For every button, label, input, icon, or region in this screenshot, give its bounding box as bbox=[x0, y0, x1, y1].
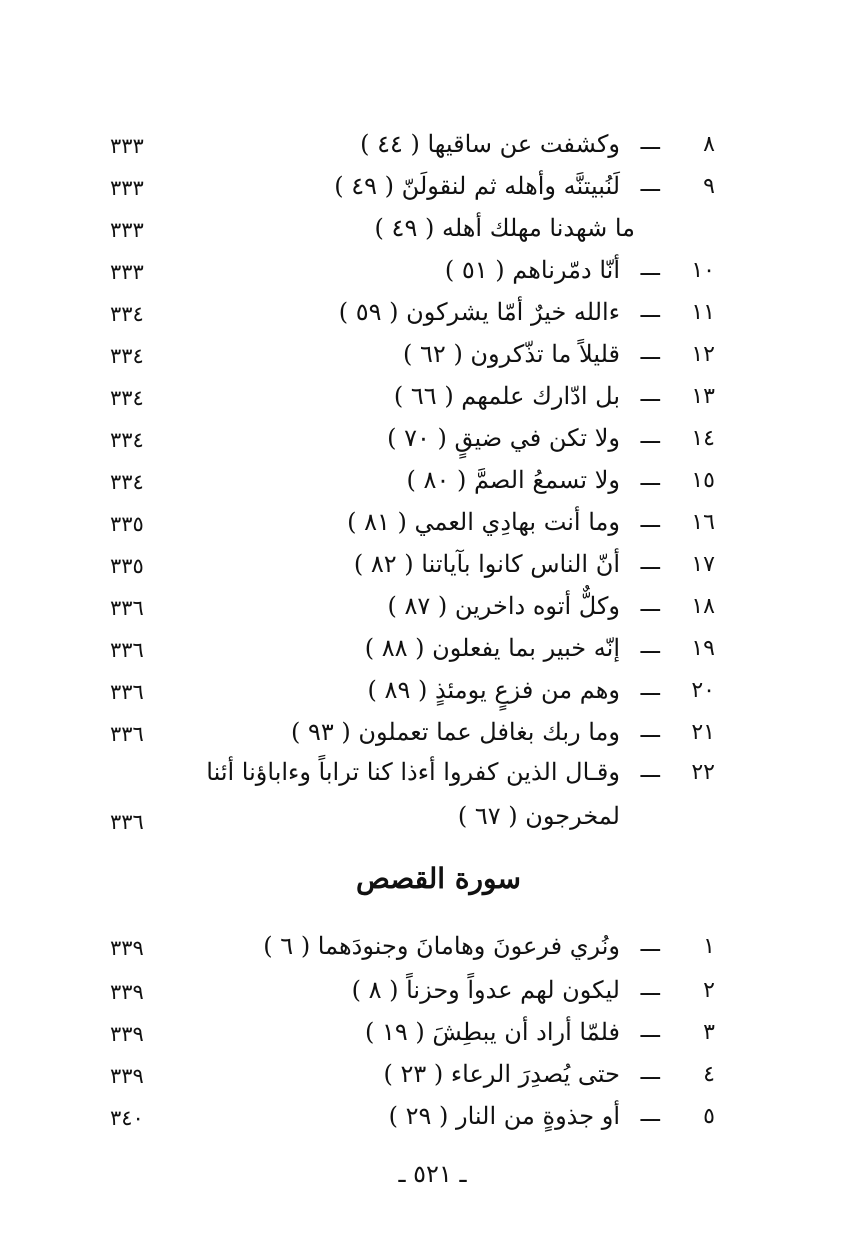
index-entry bbox=[0, 1058, 865, 1098]
page-ref: ٣٣٩ bbox=[110, 1064, 144, 1088]
verse-text: لمخرجون ( ٦٧ ) bbox=[457, 802, 620, 830]
entry-dash: ـــ bbox=[640, 256, 660, 281]
page-ref: ٣٣٤ bbox=[110, 428, 144, 452]
verse-text: أو جذوةٍ من النار ( ٢٩ ) bbox=[388, 1102, 620, 1130]
entry-number: ١٣ bbox=[691, 384, 715, 409]
page-ref: ٣٣٩ bbox=[110, 980, 144, 1004]
surah-title: سورة القصص bbox=[356, 862, 521, 895]
entry-dash: ـــ bbox=[640, 508, 660, 533]
entry-number: ٥ bbox=[703, 1104, 715, 1129]
index-entry bbox=[0, 1016, 865, 1056]
entry-number: ٤ bbox=[703, 1062, 715, 1087]
page-ref: ٣٣٤ bbox=[110, 386, 144, 410]
index-entry bbox=[0, 1100, 865, 1140]
verse-text: وهم من فزعٍ يومئذٍ ( ٨٩ ) bbox=[367, 676, 620, 704]
verse-text: ما شهدنا مهلك أهله ( ٤٩ ) bbox=[374, 214, 635, 242]
entry-number: ١٤ bbox=[691, 426, 715, 451]
index-entry bbox=[0, 974, 865, 1014]
page-ref: ٣٣٥ bbox=[110, 554, 144, 578]
index-entry bbox=[0, 674, 865, 714]
verse-text: وكشفت عن ساقيها ( ٤٤ ) bbox=[360, 130, 620, 158]
page-ref: ٣٣٦ bbox=[110, 722, 144, 746]
page-ref: ٣٣٦ bbox=[110, 810, 144, 834]
index-entry bbox=[0, 716, 865, 756]
index-entry bbox=[0, 506, 865, 546]
page-ref: ٣٤٠ bbox=[110, 1106, 144, 1130]
entry-number: ١١ bbox=[691, 300, 715, 325]
verse-text: وكلٌّ أتوه داخرين ( ٨٧ ) bbox=[387, 592, 620, 620]
page-ref: ٣٣٣ bbox=[110, 134, 144, 158]
index-entry bbox=[0, 632, 865, 672]
entry-dash: ـــ bbox=[640, 676, 660, 701]
entry-number: ٢ bbox=[703, 978, 715, 1003]
entry-number: ٢٠ bbox=[691, 678, 715, 703]
page-ref: ٣٣٤ bbox=[110, 470, 144, 494]
entry-dash: ـــ bbox=[640, 932, 660, 957]
entry-dash: ـــ bbox=[640, 550, 660, 575]
entry-number: ٨ bbox=[703, 132, 715, 157]
entry-number: ١٠ bbox=[691, 258, 715, 283]
page-ref: ٣٣٦ bbox=[110, 680, 144, 704]
verse-text: وما أنت بهادِي العمي ( ٨١ ) bbox=[347, 508, 620, 536]
index-entry bbox=[0, 930, 865, 970]
page-number: ـ ٥٢١ ـ bbox=[398, 1160, 467, 1188]
entry-dash: ـــ bbox=[640, 130, 660, 155]
verse-text: حتى يُصدِرَ الرعاء ( ٢٣ ) bbox=[383, 1060, 620, 1088]
verse-text: ولا تسمعُ الصمَّ ( ٨٠ ) bbox=[406, 466, 620, 494]
index-entry bbox=[0, 254, 865, 294]
entry-number: ٢٢ bbox=[691, 760, 715, 785]
entry-number: ١٥ bbox=[691, 468, 715, 493]
verse-text: وقـال الذين كفروا أءذا كنا تراباً وءاباؤنا أئنا bbox=[206, 758, 620, 786]
index-entry bbox=[0, 464, 865, 504]
entry-number: ١٧ bbox=[691, 552, 715, 577]
verse-text: قليلاً ما تذّكرون ( ٦٢ ) bbox=[403, 340, 620, 368]
entry-number: ٢١ bbox=[691, 720, 715, 745]
index-entry bbox=[0, 548, 865, 588]
index-entry bbox=[0, 212, 865, 252]
verse-text: لَنُبيتنَّه وأهله ثم لنقولَنّ ( ٤٩ ) bbox=[334, 172, 620, 200]
entry-dash: ـــ bbox=[640, 592, 660, 617]
page-ref: ٣٣٦ bbox=[110, 596, 144, 620]
verse-text: ليكون لهم عدواً وحزناً ( ٨ ) bbox=[351, 976, 620, 1004]
entry-dash: ـــ bbox=[640, 634, 660, 659]
entry-dash: ـــ bbox=[640, 382, 660, 407]
page-ref: ٣٣٣ bbox=[110, 260, 144, 284]
page-ref: ٣٣٣ bbox=[110, 176, 144, 200]
verse-text: ءالله خيرٌ أمّا يشركون ( ٥٩ ) bbox=[338, 298, 620, 326]
entry-dash: ـــ bbox=[640, 1018, 660, 1043]
verse-text: إنّه خبير بما يفعلون ( ٨٨ ) bbox=[364, 634, 620, 662]
verse-text: فلمّا أراد أن يبطِشَ ( ١٩ ) bbox=[364, 1018, 620, 1046]
page-ref: ٣٣٤ bbox=[110, 302, 144, 326]
entry-number: ١٨ bbox=[691, 594, 715, 619]
entry-number: ٩ bbox=[703, 174, 715, 199]
entry-dash: ـــ bbox=[640, 976, 660, 1001]
entry-dash: ـــ bbox=[640, 758, 660, 783]
entry-dash: ـــ bbox=[640, 424, 660, 449]
index-entry bbox=[0, 800, 865, 840]
page-ref: ٣٣٣ bbox=[110, 218, 144, 242]
entry-dash: ـــ bbox=[640, 466, 660, 491]
entry-dash: ـــ bbox=[640, 340, 660, 365]
index-entry bbox=[0, 128, 865, 168]
index-entry bbox=[0, 338, 865, 378]
index-entry bbox=[0, 756, 865, 796]
entry-dash: ـــ bbox=[640, 172, 660, 197]
verse-text: ونُري فرعونَ وهامانَ وجنودَهما ( ٦ ) bbox=[263, 932, 620, 960]
entry-dash: ـــ bbox=[640, 1060, 660, 1085]
verse-text: بل ادّارك علمهم ( ٦٦ ) bbox=[393, 382, 620, 410]
index-entry bbox=[0, 422, 865, 462]
index-entry bbox=[0, 170, 865, 210]
entry-number: ٣ bbox=[703, 1020, 715, 1045]
verse-text: أنّا دمّرناهم ( ٥١ ) bbox=[444, 256, 620, 284]
index-entry bbox=[0, 380, 865, 420]
entry-dash: ـــ bbox=[640, 718, 660, 743]
entry-dash: ـــ bbox=[640, 298, 660, 323]
index-entry bbox=[0, 296, 865, 336]
entry-number: ١٩ bbox=[691, 636, 715, 661]
surah-heading bbox=[0, 862, 865, 895]
page-ref: ٣٣٩ bbox=[110, 936, 144, 960]
verse-text: ولا تكن في ضيقٍ ( ٧٠ ) bbox=[387, 424, 620, 452]
page-ref: ٣٣٦ bbox=[110, 638, 144, 662]
index-entry bbox=[0, 590, 865, 630]
entry-number: ١٦ bbox=[691, 510, 715, 535]
entry-number: ١ bbox=[703, 934, 715, 959]
verse-text: أنّ الناس كانوا بآياتنا ( ٨٢ ) bbox=[353, 550, 620, 578]
page-ref: ٣٣٩ bbox=[110, 1022, 144, 1046]
page-ref: ٣٣٥ bbox=[110, 512, 144, 536]
verse-text: وما ربك بغافل عما تعملون ( ٩٣ ) bbox=[291, 718, 620, 746]
entry-dash: ـــ bbox=[640, 1102, 660, 1127]
entry-number: ١٢ bbox=[691, 342, 715, 367]
page-ref: ٣٣٤ bbox=[110, 344, 144, 368]
